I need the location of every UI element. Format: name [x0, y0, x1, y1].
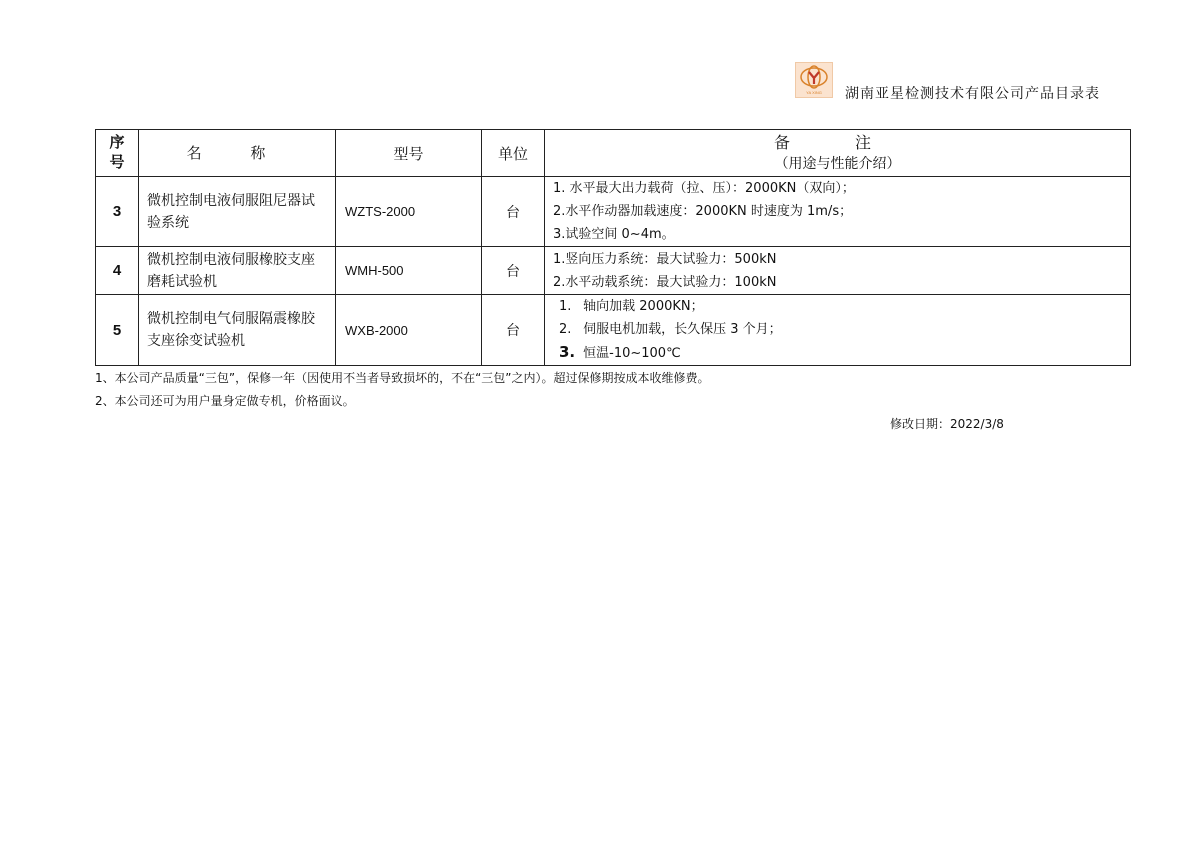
footnote-custom: 2、本公司还可为用户量身定做专机，价格面议。: [95, 394, 355, 408]
header-remark-subtitle: （用途与性能介绍）: [774, 155, 901, 172]
remark-number: 1.: [559, 299, 572, 314]
document-header: [795, 62, 1115, 102]
row-no: 5: [96, 295, 139, 366]
header-no: [96, 130, 139, 177]
remark-line: [559, 295, 1130, 318]
header-no-line2: 号: [109, 154, 125, 171]
header-unit: 单位: [482, 130, 545, 177]
row-unit: 台: [482, 295, 545, 366]
company-logo: [795, 62, 833, 98]
remark-number: 2.: [559, 322, 572, 337]
table-row: [96, 247, 1131, 295]
header-no-line1: 序: [109, 134, 125, 151]
header-remark-title: 备 注: [773, 132, 902, 152]
product-table: [95, 129, 1131, 366]
header-model: 型号: [336, 130, 482, 177]
header-name: [139, 130, 336, 177]
remark-line: 2.水平作动器加载速度：2000KN 时速度为 1m/s；: [553, 204, 853, 219]
svg-text:YA XING: YA XING: [806, 90, 822, 95]
header-remark: [545, 130, 1131, 177]
remark-line: 1. 水平最大出力载荷（拉、压）：2000KN（双向）；: [553, 181, 855, 196]
remark-text: 恒温-10~100℃: [583, 346, 681, 361]
row-model: WXB-2000: [336, 295, 482, 366]
company-title: 湖南亚星检测技术有限公司产品目录表: [845, 86, 1100, 102]
row-no: 3: [96, 177, 139, 247]
footnote-warranty: 1、本公司产品质量“三包”，保修一年（因使用不当者导致损坏的，不在“三包”之内）。超过保修期按成本收维修费。: [95, 371, 710, 385]
table-row: [96, 177, 1131, 247]
row-no: 4: [96, 247, 139, 295]
remark-line: 3.试验空间 0~4m。: [553, 227, 675, 242]
remark-line: [559, 341, 1130, 365]
remark-number: 3.: [559, 343, 576, 361]
remark-text: 轴向加载 2000KN；: [583, 299, 704, 314]
table-row: [96, 295, 1131, 366]
remark-line: [559, 318, 1130, 341]
row-name: 微机控制电液伺服橡胶支座磨耗试验机: [139, 247, 336, 295]
row-remark: [545, 177, 1131, 247]
row-model: WZTS-2000: [336, 177, 482, 247]
row-unit: 台: [482, 177, 545, 247]
remark-line: 1.竖向压力系统：最大试验力：500kN: [553, 251, 777, 267]
remark-text: 伺服电机加载，长久保压 3 个月；: [583, 322, 782, 337]
remark-line: 2.水平动载系统：最大试验力：100kN: [553, 274, 777, 290]
row-unit: 台: [482, 247, 545, 295]
row-name: 微机控制电液伺服阻尼器试验系统: [139, 177, 336, 247]
row-name: 微机控制电气伺服隔震橡胶支座徐变试验机: [139, 295, 336, 366]
row-remark: [545, 295, 1131, 366]
table-header-row: [96, 130, 1131, 177]
row-model: WMH-500: [336, 247, 482, 295]
header-name-label: 名 称: [186, 144, 288, 162]
revision-date: 修改日期：2022/3/8: [890, 417, 1004, 431]
row-remark: [545, 247, 1131, 295]
